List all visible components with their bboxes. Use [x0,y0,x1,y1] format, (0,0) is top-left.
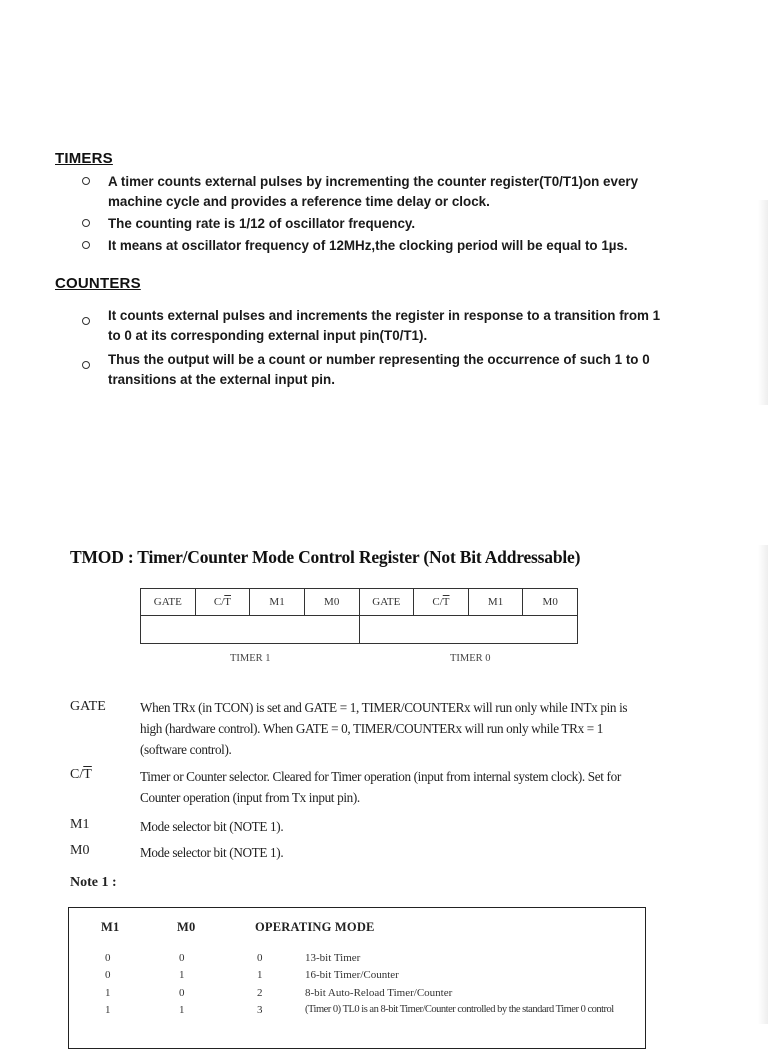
table-row [141,616,578,644]
circle-bullet-icon [82,219,90,227]
counters-heading: COUNTERS [55,275,141,292]
bit-cell-ct-1 [195,589,250,616]
page-edge-shade [758,200,768,405]
mode-header-m1: M1 [101,920,120,934]
timers-bullet-text: A timer counts external pulses by incrementing the counter register(T0/T1)on every machine cycle and provides a reference time delay or clock. [108,174,639,209]
mode-cell-m1: 0 [105,952,111,964]
definition-text-gate: When TRx (in TCON) is set and GATE = 1, TIMER/COUNTERx will run only while INTx pin is high (hardware control). When GATE = 0, TIMER/COUNTERx will run only while TRx = 1 (software control). [140,700,628,757]
mode-cell-m1: 1 [105,987,111,999]
timers-bullet-list [80,172,670,256]
list-item [80,236,670,256]
mode-cell-desc: (Timer 0) TL0 is an 8-bit Timer/Counter controlled by the standard Timer 0 control [305,1004,614,1015]
mode-cell-desc: 13-bit Timer [305,952,361,964]
bit-label-overline: $\overline{T}$ [224,596,231,608]
mode-header-m0: M0 [177,920,196,934]
mode-cell-mode: 0 [257,952,263,964]
counters-bullet-list [80,306,670,390]
timer1-label: TIMER 1 [230,653,271,664]
mode-cell-mode: 2 [257,987,263,999]
list-item [80,172,670,212]
table-row [69,969,645,985]
circle-bullet-icon [82,361,90,369]
circle-bullet-icon [82,177,90,185]
mode-cell-m0: 1 [179,969,185,981]
bit-cell-gate-0: GATE [359,589,414,616]
list-item [80,214,670,234]
mode-cell-m1: 1 [105,1004,111,1016]
circle-bullet-icon [82,241,90,249]
definition-text-ct: Timer or Counter selector. Cleared for Timer operation (input from internal system clock). Set for Counter operation (input from Tx input pin). [140,769,621,805]
bit-cell-m1-1: M1 [250,589,305,616]
bit-cell-m1-0: M1 [468,589,523,616]
definition-term-gate: GATE [70,699,106,714]
table-row [69,1004,645,1020]
bit-label: $C/\overline{T}$ [432,596,450,608]
counters-bullet-text: It counts external pulses and increments the register in response to a transition from 1 to 0 at its corresponding external input pin(T0/T1). [108,308,661,343]
mode-cell-desc: 8-bit Auto-Reload Timer/Counter [305,987,453,999]
note-label: Note 1 : [70,875,117,890]
bit-cell-gate-1: GATE [141,589,196,616]
mode-cell-m0: 0 [179,987,185,999]
table-row [69,952,645,968]
mode-cell-mode: 1 [257,969,263,981]
bit-cell-m0-0: M0 [523,589,578,616]
operating-mode-table [68,907,646,1049]
mode-header-operating-mode: OPERATING MODE [255,920,375,934]
tmod-register-table [140,588,578,644]
timers-bullet-text: It means at oscillator frequency of 12MHz,the clocking period will be equal to 1µs. [108,238,628,253]
list-item [80,350,670,390]
definition-term-m1: M1 [70,817,90,832]
definition-term-m0: M0 [70,843,90,858]
timers-heading: TIMERS [55,150,113,167]
timer0-value-cell [359,616,578,644]
definition-term-ct: $C/\overline{T}$ [70,767,92,782]
table-row [141,589,578,616]
mode-cell-desc: 16-bit Timer/Counter [305,969,399,981]
definition-text-m0: Mode selector bit (NOTE 1). [140,845,284,860]
tmod-title: TMOD : Timer/Counter Mode Control Register (Not Bit Addressable) [70,547,581,567]
term-overline: $\overline{T}$ [83,767,92,782]
timer0-label: TIMER 0 [450,653,491,664]
mode-cell-m0: 1 [179,1004,185,1016]
table-row [69,987,645,1003]
timers-bullet-text: The counting rate is 1/12 of oscillator frequency. [108,216,416,231]
bit-label: $C/\overline{T}$ [213,596,231,608]
timer1-value-cell [141,616,360,644]
mode-cell-m0: 0 [179,952,185,964]
mode-cell-mode: 3 [257,1004,263,1016]
page-edge-shade [758,545,768,1024]
bit-cell-m0-1: M0 [304,589,359,616]
mode-cell-m1: 0 [105,969,111,981]
definition-text-m1: Mode selector bit (NOTE 1). [140,819,284,834]
circle-bullet-icon [82,317,90,325]
bit-cell-ct-0 [414,589,469,616]
list-item [80,306,670,346]
bit-label-overline: $\overline{T}$ [442,596,450,608]
counters-bullet-text: Thus the output will be a count or number representing the occurrence of such 1 to 0 transitions at the external input pin. [108,352,650,387]
